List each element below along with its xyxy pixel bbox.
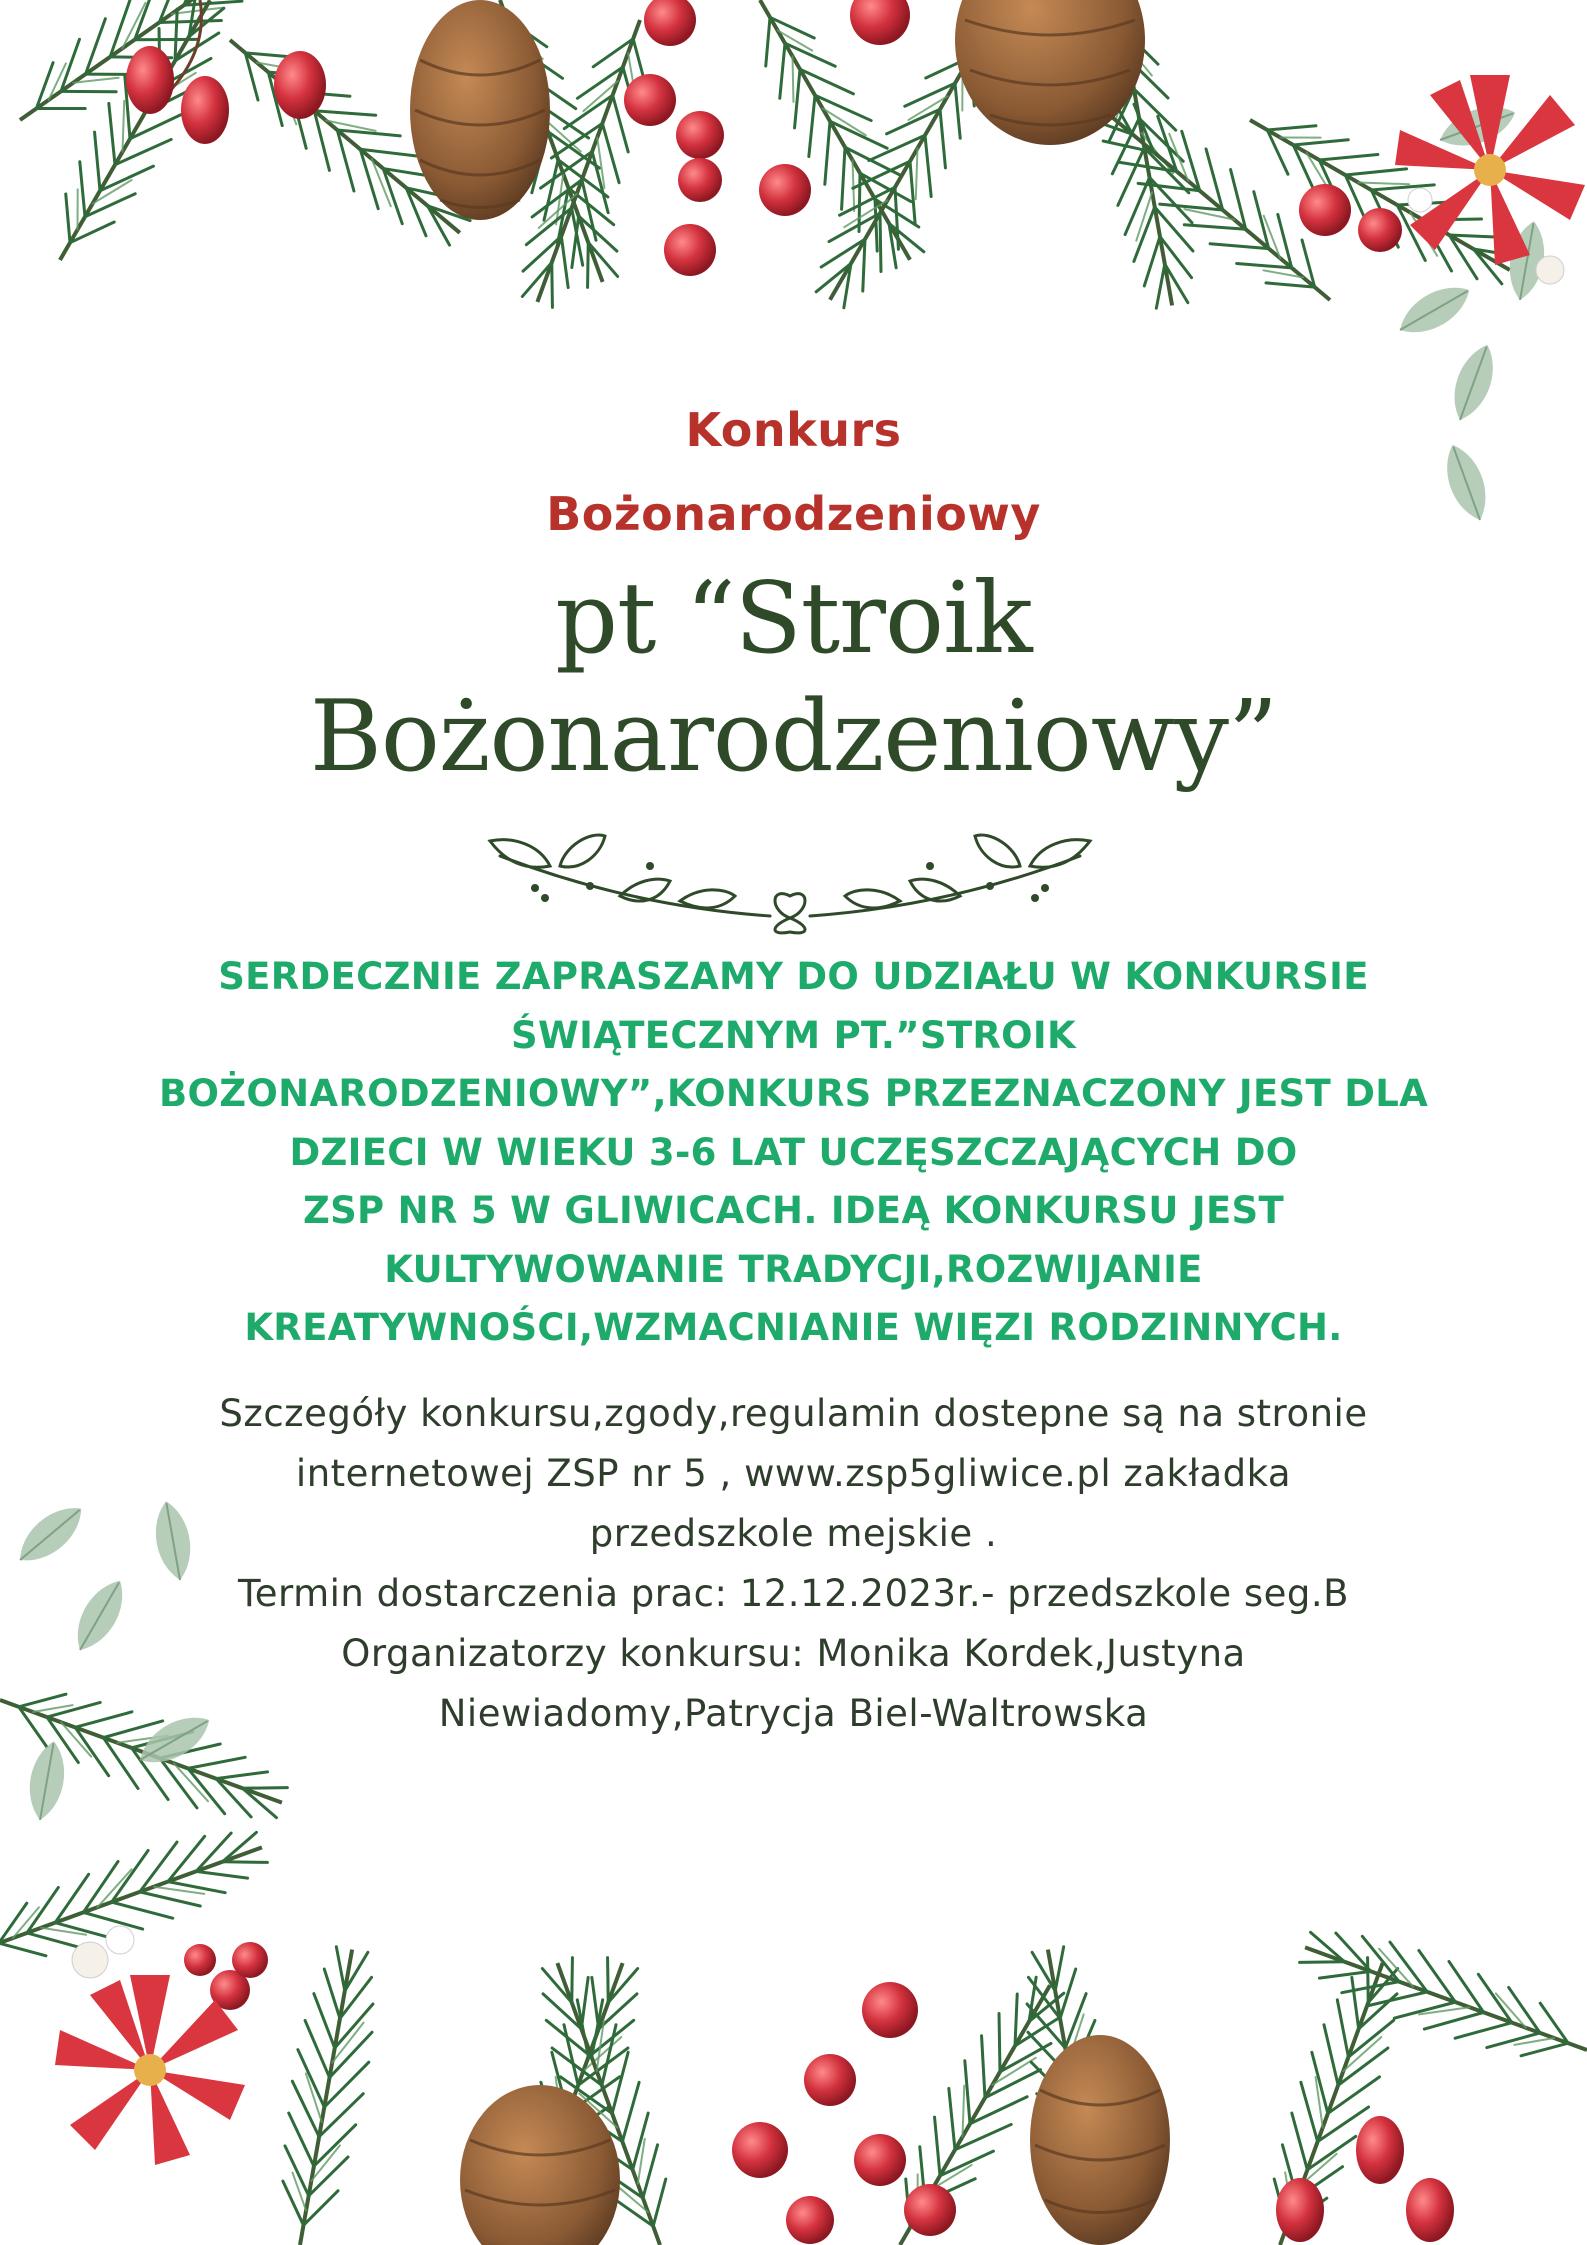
details-line: internetowej ZSP nr 5 , www.zsp5gliwice.pl zakładka [295,1452,1292,1495]
contest-details [0,1384,1587,1744]
heading-line-2: Bożonarodzeniowy [546,487,1041,541]
pine-cone-icon [955,0,1145,145]
invitation-line: ZSP NR 5 W GLIWICACH. IDEĄ KONKURSU JEST [302,1189,1285,1232]
title-line-2: Bożonarodzeniowy” [309,680,1278,794]
details-line: przedszkole mejskie . [589,1512,998,1555]
pine-cone-icon [410,0,550,220]
organizers-line: Organizatorzy konkursu: Monika Kordek,Justyna [341,1632,1246,1675]
poinsettia-icon [55,1926,245,2165]
title-line-1: pt “Stroik [555,562,1032,676]
invitation-text [0,948,1587,1358]
deadline-line: Termin dostarczenia prac: 12.12.2023r.- przedszkole seg.B [237,1572,1350,1615]
invitation-line: BOŻONARODZENIOWY”,KONKURS PRZEZNACZONY JEST DLA [158,1072,1429,1115]
contest-heading [0,388,1587,556]
organizers-line: Niewiadomy,Patrycja Biel-Waltrowska [438,1692,1149,1735]
poinsettia-icon [1395,75,1585,284]
laurel-divider-icon [470,826,1110,936]
invitation-line: SERDECZNIE ZAPRASZAMY DO UDZIAŁU W KONKURSIE [218,955,1369,998]
contest-title [0,560,1587,796]
invitation-line: DZIECI W WIEKU 3-6 LAT UCZĘSZCZAJĄCYCH DO [289,1130,1298,1174]
details-line: Szczegóły konkursu,zgody,regulamin dostepne są na stronie [219,1392,1368,1435]
heading-line-1: Konkurs [685,403,902,457]
pine-cone-icon [460,2085,620,2245]
invitation-line: ŚWIĄTECZNYM PT.”STROIK [511,1013,1076,1057]
invitation-line: KREATYWNOŚCI,WZMACNIANIE WIĘZI RODZINNYCH. [244,1306,1343,1349]
berries-icon [184,1942,1454,2244]
berries-icon [126,0,1402,276]
pine-cone-icon [1030,2035,1170,2245]
invitation-line: KULTYWOWANIE TRADYCJI,ROZWIJANIE [384,1247,1203,1291]
